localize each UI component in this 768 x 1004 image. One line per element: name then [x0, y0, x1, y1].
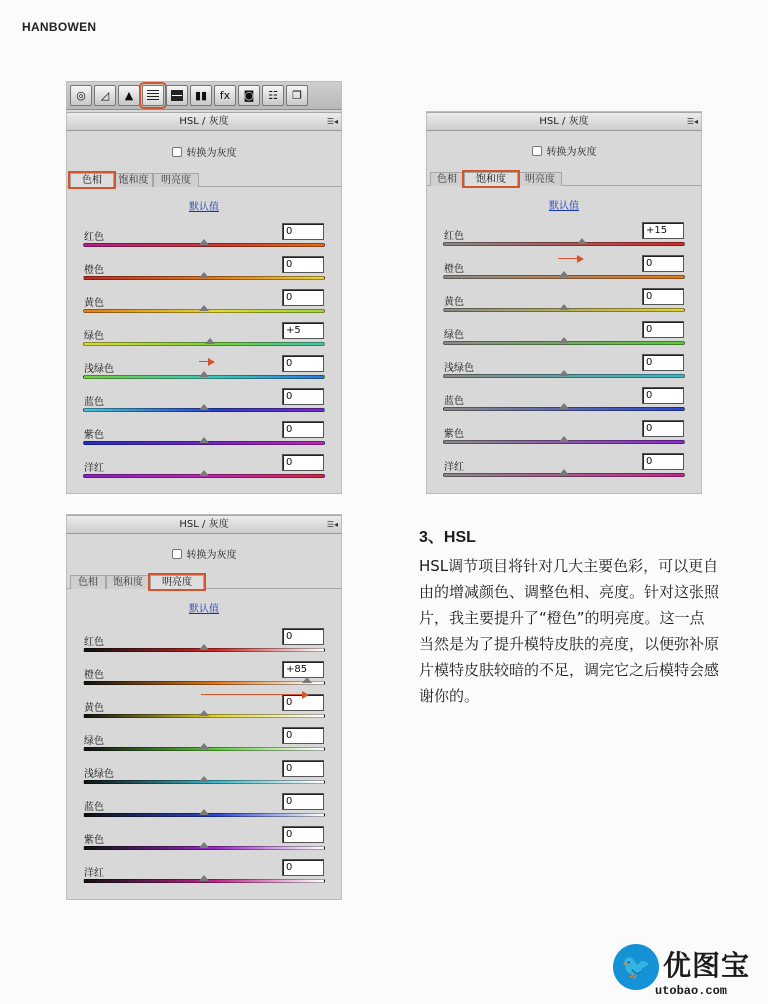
slider-value-input[interactable]: +85 — [282, 661, 324, 678]
slider-label: 浅绿色 — [84, 769, 114, 780]
slider-row — [427, 458, 701, 491]
slider-label: 黄色 — [84, 703, 104, 714]
convert-grayscale-checkbox[interactable] — [172, 549, 182, 559]
slider-thumb[interactable] — [199, 644, 209, 652]
slider-label: 紫色 — [444, 429, 464, 440]
convert-grayscale-checkbox[interactable] — [172, 147, 182, 157]
slider-thumb[interactable] — [302, 677, 312, 685]
convert-grayscale-label: 转换为灰度 — [186, 148, 237, 159]
panel-header — [67, 112, 341, 131]
slider-thumb[interactable] — [199, 272, 209, 280]
slider-label: 紫色 — [84, 835, 104, 846]
bird-logo-icon: 🐦 — [613, 944, 659, 990]
slider-value-input[interactable]: 0 — [282, 793, 324, 810]
tab-saturation[interactable]: 饱和度 — [114, 173, 153, 187]
fx-icon[interactable]: fx — [214, 85, 236, 106]
tab-luminance[interactable]: 明亮度 — [150, 575, 204, 589]
tab-hue[interactable]: 色相 — [430, 172, 464, 186]
hsl-bars-icon[interactable] — [142, 85, 164, 106]
slider-value-input[interactable]: 0 — [642, 321, 684, 338]
slider-label: 蓝色 — [84, 397, 104, 408]
lens-icon[interactable]: ▮▮ — [190, 85, 212, 106]
slider-thumb[interactable] — [559, 337, 569, 345]
panel-menu-icon[interactable]: ☰◂ — [326, 117, 338, 126]
brand-name: HANBOWEN — [22, 20, 97, 34]
slider-value-input[interactable]: 0 — [282, 256, 324, 273]
hsl-tabs — [67, 575, 341, 589]
hsl-tabs — [67, 173, 341, 187]
slider-thumb[interactable] — [199, 776, 209, 784]
slider-value-input[interactable]: 0 — [642, 387, 684, 404]
slider-value-input[interactable]: 0 — [642, 420, 684, 437]
slider-track[interactable] — [83, 342, 325, 346]
panel-menu-icon[interactable]: ☰◂ — [686, 117, 698, 126]
toolbar — [67, 82, 341, 110]
slider-label: 洋红 — [84, 868, 104, 879]
slider-label: 洋红 — [84, 463, 104, 474]
article — [419, 524, 719, 709]
slider-thumb[interactable] — [199, 239, 209, 247]
default-link[interactable]: 默认值 — [189, 202, 219, 213]
annotation-arrow — [199, 358, 215, 366]
slider-label: 橙色 — [84, 670, 104, 681]
slider-label: 红色 — [84, 637, 104, 648]
slider-thumb[interactable] — [199, 371, 209, 379]
logo-url: utobao.com — [655, 984, 728, 998]
slider-label: 浅绿色 — [444, 363, 474, 374]
slider-value-input[interactable]: 0 — [642, 354, 684, 371]
slider-label: 浅绿色 — [84, 364, 114, 375]
slider-row — [67, 864, 341, 897]
panel-title: HSL / 灰度 — [539, 116, 589, 127]
slider-value-input[interactable]: 0 — [282, 628, 324, 645]
slider-label: 紫色 — [84, 430, 104, 441]
slider-label: 蓝色 — [444, 396, 464, 407]
slider-label: 蓝色 — [84, 802, 104, 813]
hsl-tabs — [427, 172, 701, 186]
slider-value-input[interactable]: 0 — [642, 255, 684, 272]
slider-thumb[interactable] — [559, 436, 569, 444]
split-toning-icon[interactable] — [166, 85, 188, 106]
slider-value-input[interactable]: 0 — [642, 453, 684, 470]
convert-grayscale[interactable] — [427, 143, 701, 158]
tab-luminance[interactable]: 明亮度 — [153, 173, 199, 187]
annotation-arrow — [201, 691, 309, 699]
slider-row — [67, 459, 341, 492]
slider-label: 绿色 — [84, 331, 104, 342]
slider-value-input[interactable]: 0 — [282, 727, 324, 744]
slider-thumb[interactable] — [559, 370, 569, 378]
aperture-icon[interactable]: ◎ — [70, 85, 92, 106]
convert-grayscale[interactable] — [67, 546, 341, 561]
slider-value-input[interactable]: 0 — [282, 859, 324, 876]
default-link[interactable]: 默认值 — [189, 604, 219, 615]
slider-value-input[interactable]: 0 — [282, 289, 324, 306]
slider-value-input[interactable]: +15 — [642, 222, 684, 239]
slider-thumb[interactable] — [199, 809, 209, 817]
slider-value-input[interactable]: 0 — [282, 388, 324, 405]
slider-thumb[interactable] — [199, 437, 209, 445]
panel-title: HSL / 灰度 — [179, 519, 229, 530]
slider-value-input[interactable]: 0 — [282, 694, 324, 711]
tab-hue[interactable]: 色相 — [70, 173, 114, 187]
slider-thumb[interactable] — [199, 710, 209, 718]
slider-thumb[interactable] — [199, 404, 209, 412]
snapshots-icon[interactable]: ❐ — [286, 85, 308, 106]
slider-thumb[interactable] — [199, 875, 209, 883]
slider-thumb[interactable] — [559, 469, 569, 477]
slider-value-input[interactable]: 0 — [282, 760, 324, 777]
slider-thumb[interactable] — [205, 338, 215, 346]
slider-label: 红色 — [444, 231, 464, 242]
slider-value-input[interactable]: 0 — [282, 454, 324, 471]
slider-label: 绿色 — [84, 736, 104, 747]
slider-label: 绿色 — [444, 330, 464, 341]
convert-grayscale-checkbox[interactable] — [532, 146, 542, 156]
slider-value-input[interactable]: 0 — [642, 288, 684, 305]
slider-track[interactable] — [83, 681, 325, 685]
mountains-icon[interactable]: ▲ — [118, 85, 140, 106]
slider-label: 黄色 — [84, 298, 104, 309]
slider-thumb[interactable] — [577, 238, 587, 246]
tab-luminance[interactable]: 明亮度 — [518, 172, 562, 186]
section-heading: 3、HSL — [419, 529, 476, 546]
hsl-panel-saturation — [426, 111, 702, 494]
slider-thumb[interactable] — [199, 743, 209, 751]
slider-thumb[interactable] — [559, 403, 569, 411]
default-link[interactable]: 默认值 — [549, 201, 579, 212]
tab-saturation[interactable]: 饱和度 — [464, 172, 518, 186]
slider-label: 橙色 — [84, 265, 104, 276]
tab-saturation[interactable]: 饱和度 — [106, 575, 150, 589]
convert-grayscale-label: 转换为灰度 — [186, 550, 237, 561]
tab-hue[interactable]: 色相 — [70, 575, 106, 589]
slider-thumb[interactable] — [559, 271, 569, 279]
slider-label: 橙色 — [444, 264, 464, 275]
panel-menu-icon[interactable]: ☰◂ — [326, 520, 338, 529]
slider-thumb[interactable] — [559, 304, 569, 312]
presets-icon[interactable]: ☷ — [262, 85, 284, 106]
slider-value-input[interactable]: +5 — [282, 322, 324, 339]
panel-header — [67, 515, 341, 534]
slider-value-input[interactable]: 0 — [282, 826, 324, 843]
panel-title: HSL / 灰度 — [179, 116, 229, 127]
convert-grayscale[interactable] — [67, 144, 341, 159]
slider-track[interactable] — [443, 242, 685, 246]
camera-icon[interactable]: ◙ — [238, 85, 260, 106]
hsl-panel-luminance — [66, 514, 342, 900]
logo-name: 优图宝 — [663, 949, 751, 982]
slider-thumb[interactable] — [199, 470, 209, 478]
slider-value-input[interactable]: 0 — [282, 355, 324, 372]
annotation-arrow — [558, 255, 584, 263]
slider-value-input[interactable]: 0 — [282, 223, 324, 240]
slider-label: 洋红 — [444, 462, 464, 473]
slider-label: 黄色 — [444, 297, 464, 308]
tone-curve-icon[interactable]: ◿ — [94, 85, 116, 106]
slider-thumb[interactable] — [199, 842, 209, 850]
slider-label: 红色 — [84, 232, 104, 243]
convert-grayscale-label: 转换为灰度 — [546, 147, 597, 158]
slider-value-input[interactable]: 0 — [282, 421, 324, 438]
slider-thumb[interactable] — [199, 305, 209, 313]
section-body: HSL调节项目将针对几大主要色彩，可以更自由的增减颜色、调整色相、亮度。针对这张照片，我主要提升了“橙色”的明亮度。这一点当然是为了提升模特皮肤的亮度，以便弥补原片模特皮肤较暗的不足，调完它之后模特会感谢你的。 — [419, 557, 720, 705]
hsl-panel-hue — [66, 81, 342, 494]
panel-header — [427, 112, 701, 131]
site-logo[interactable] — [613, 944, 763, 1002]
